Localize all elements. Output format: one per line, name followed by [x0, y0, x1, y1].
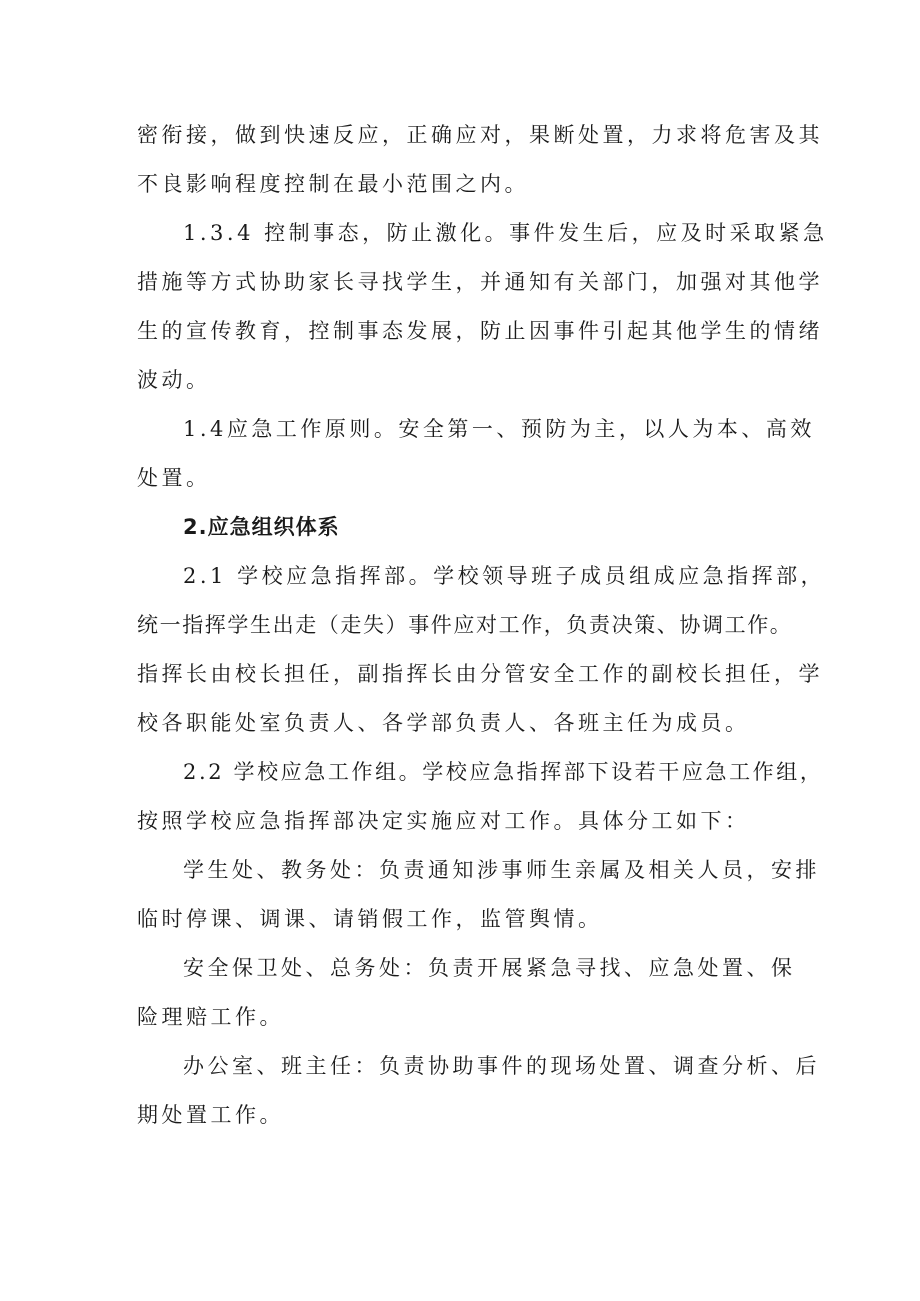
- paragraph-line: 险理赔工作。: [137, 1005, 284, 1029]
- paragraph-line: 密衔接，做到快速反应，正确应对，果断处置，力求将危害及其: [137, 123, 823, 147]
- paragraph-line: 生的宣传教育，控制事态发展，防止因事件引起其他学生的情绪: [137, 319, 823, 343]
- paragraph-line: 波动。: [137, 368, 211, 392]
- paragraph-line: 不良影响程度控制在最小范围之内。: [137, 172, 529, 196]
- paragraph-line: 期处置工作。: [137, 1103, 284, 1127]
- paragraph-line: 2.1 学校应急指挥部。学校领导班子成员组成应急指挥部，: [183, 564, 826, 588]
- paragraph-line: 2.2 学校应急工作组。学校应急指挥部下设若干应急工作组，: [183, 760, 824, 784]
- paragraph-line: 办公室、班主任：负责协助事件的现场处置、调查分析、后: [183, 1054, 820, 1078]
- paragraph-line: 处置。: [137, 466, 211, 490]
- section-heading: 2.应急组织体系: [183, 515, 340, 539]
- paragraph-line: 指挥长由校长担任，副指挥长由分管安全工作的副校长担任，学: [137, 662, 823, 686]
- paragraph-line: 学生处、教务处：负责通知涉事师生亲属及相关人员，安排: [183, 858, 820, 882]
- paragraph-line: 统一指挥学生出走（走失）事件应对工作，负责决策、协调工作。: [137, 613, 793, 637]
- paragraph-line: 措施等方式协助家长寻找学生，并通知有关部门，加强对其他学: [137, 270, 823, 294]
- paragraph-line: 校各职能处室负责人、各学部负责人、各班主任为成员。: [137, 711, 750, 735]
- paragraph-line: 临时停课、调课、请销假工作，监管舆情。: [137, 907, 603, 931]
- paragraph-line: 按照学校应急指挥部决定实施应对工作。具体分工如下：: [137, 809, 750, 833]
- paragraph-line: 1.4应急工作原则。安全第一、预防为主，以人为本、高效: [183, 417, 815, 441]
- paragraph-line: 安全保卫处、总务处：负责开展紧急寻找、应急处置、保: [183, 956, 796, 980]
- paragraph-line: 1.3.4 控制事态，防止激化。事件发生后，应及时采取紧急: [183, 221, 828, 245]
